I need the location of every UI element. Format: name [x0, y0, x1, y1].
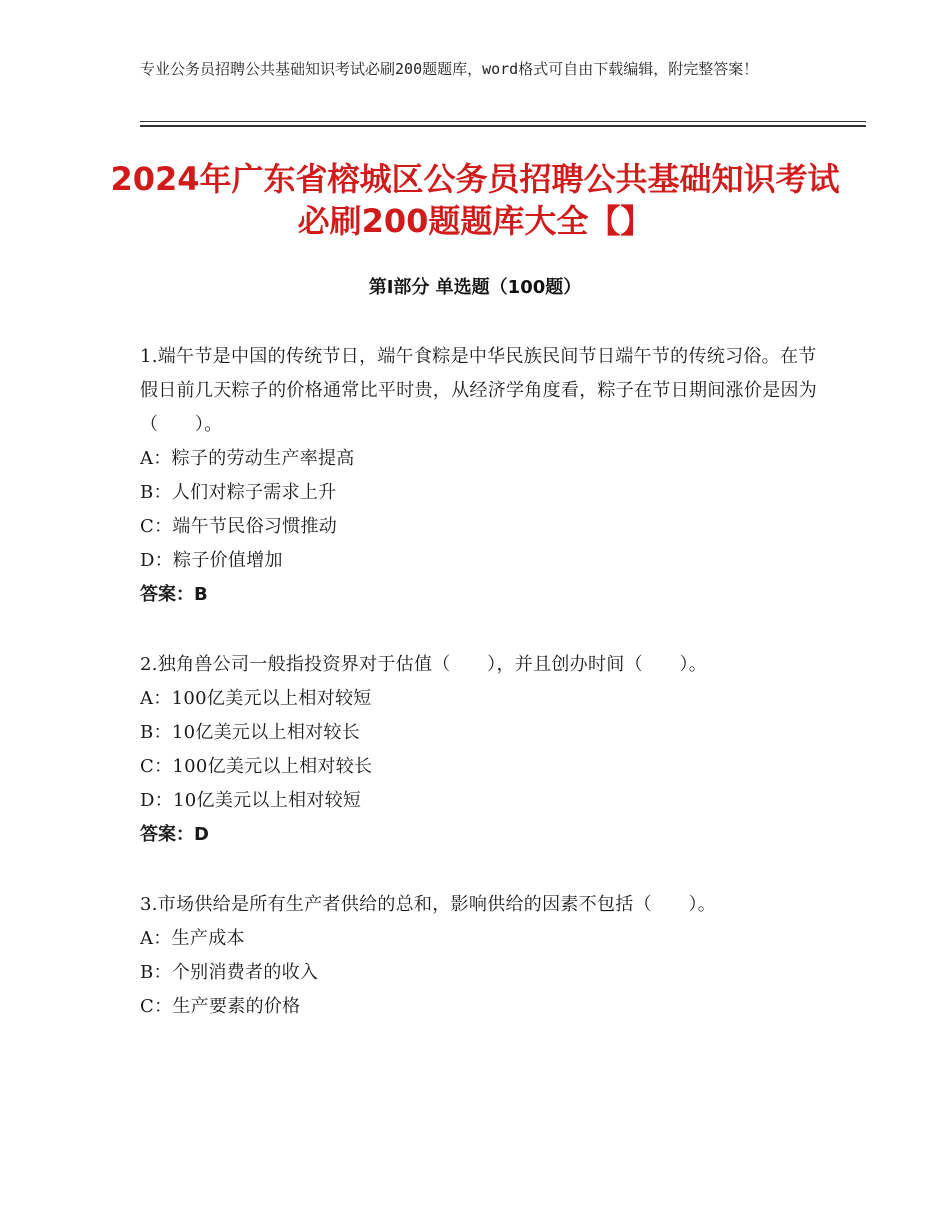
option-d: D：10亿美元以上相对较短	[140, 790, 362, 811]
option-a: A：生产成本	[140, 928, 245, 949]
section-heading: 第Ⅰ部分 单选题（100题）	[368, 277, 582, 298]
question-stem: 2.独角兽公司一般指投资界对于估值（ ），并且创办时间（ ）。	[140, 654, 708, 675]
option-c: C：生产要素的价格	[140, 996, 301, 1017]
question-stem: 3.市场供给是所有生产者供给的总和，影响供给的因素不包括（ ）。	[140, 894, 717, 915]
option-c: C：端午节民俗习惯推动	[140, 516, 338, 537]
option-b: B：人们对粽子需求上升	[140, 482, 337, 503]
option-c: C：100亿美元以上相对较长	[140, 756, 373, 777]
answer-label: 答案：B	[140, 584, 208, 605]
header-rule-thin	[140, 121, 866, 122]
option-a: A：粽子的劳动生产率提高	[140, 448, 355, 469]
question-3	[140, 888, 820, 1024]
header-note: 专业公务员招聘公共基础知识考试必刷200题题库，word格式可自由下载编辑，附完整答案！	[140, 60, 759, 78]
option-d: D：粽子价值增加	[140, 550, 283, 571]
question-1	[140, 340, 820, 612]
question-stem: 1.端午节是中国的传统节日，端午食粽是中华民族民间节日端午节的传统习俗。在节假日前几天粽子的价格通常比平时贵，从经济学角度看，粽子在节日期间涨价是因为（ ）。	[140, 346, 818, 435]
answer-label: 答案：D	[140, 824, 209, 845]
option-b: B：个别消费者的收入	[140, 962, 319, 983]
header-rule-thick	[140, 125, 866, 127]
question-list	[140, 340, 820, 1060]
option-b: B：10亿美元以上相对较长	[140, 722, 361, 743]
document-title: 2024年广东省榕城区公务员招聘公共基础知识考试必刷200题题库大全【】	[110, 160, 840, 240]
question-2	[140, 648, 820, 852]
option-a: A：100亿美元以上相对较短	[140, 688, 372, 709]
